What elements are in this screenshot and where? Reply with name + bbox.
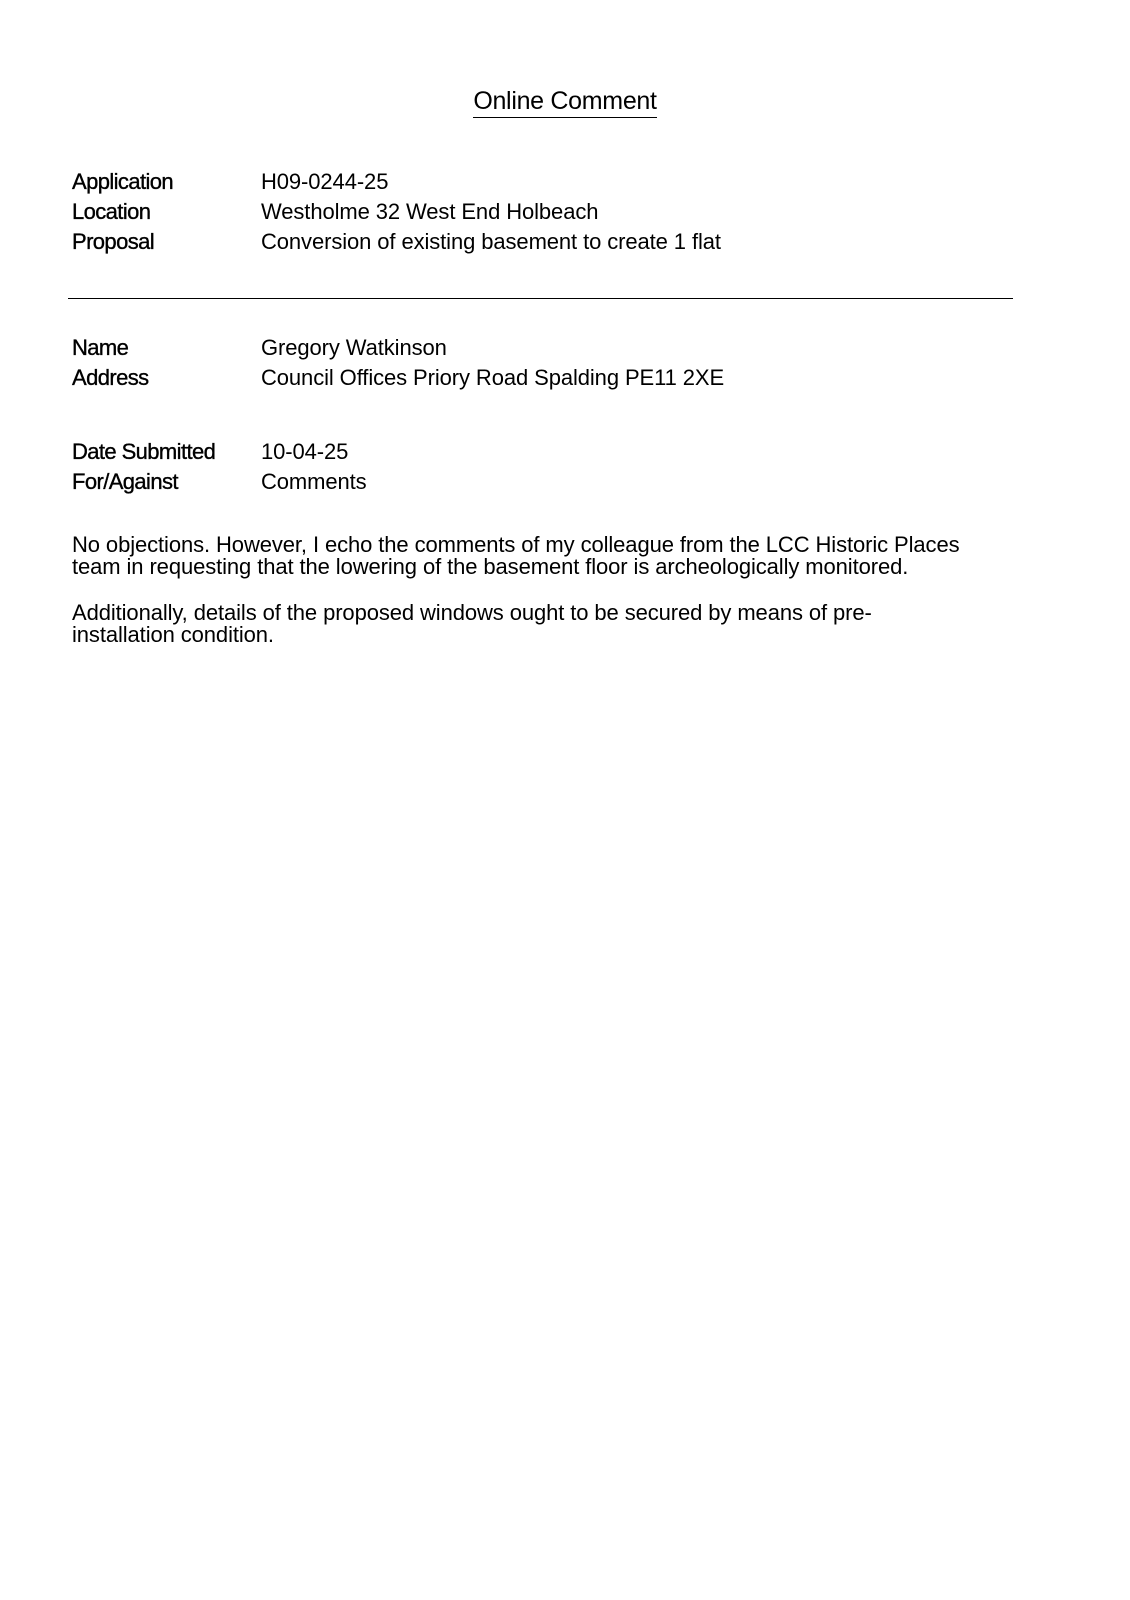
- name-row: [72, 333, 1032, 363]
- location-label: Location: [72, 199, 151, 224]
- address-label: Address: [72, 365, 149, 390]
- proposal-label: Proposal: [72, 229, 155, 254]
- comment-paragraph-1: [72, 534, 1032, 578]
- application-details: [72, 167, 1032, 257]
- date-submitted-label: Date Submitted: [72, 439, 216, 464]
- section-divider: [68, 298, 1013, 299]
- address-row: [72, 363, 1032, 393]
- for-against-label: For/Against: [72, 469, 178, 494]
- contact-details: [72, 333, 1032, 393]
- submission-details: [72, 437, 1032, 497]
- location-row: [72, 197, 1032, 227]
- proposal-value: Conversion of existing basement to create 1 flat: [261, 229, 721, 254]
- comment-paragraph-1-line-1: No objections. However, I echo the comments of my colleague from the LCC Historic Places: [72, 532, 960, 557]
- name-value: Gregory Watkinson: [261, 335, 447, 360]
- proposal-row: [72, 227, 1032, 257]
- for-against-value: Comments: [261, 469, 367, 494]
- comment-paragraph-1-line-2: team in requesting that the lowering of the basement floor is archeologically monitored.: [72, 554, 909, 579]
- application-label: Application: [72, 169, 174, 194]
- address-value: Council Offices Priory Road Spalding PE11 2XE: [261, 365, 725, 390]
- application-row: [72, 167, 1032, 197]
- comment-paragraph-2-line-2: installation condition.: [72, 622, 274, 647]
- location-value: Westholme 32 West End Holbeach: [261, 199, 599, 224]
- comment-paragraph-2: [72, 602, 1032, 646]
- application-value: H09-0244-25: [261, 169, 389, 194]
- document-title: [0, 86, 1130, 118]
- document-title-text: Online Comment: [473, 86, 656, 118]
- date-submitted-row: [72, 437, 1032, 467]
- for-against-row: [72, 467, 1032, 497]
- comment-paragraph-2-line-1: Additionally, details of the proposed windows ought to be secured by means of pre-: [72, 600, 872, 625]
- name-label: Name: [72, 335, 129, 360]
- date-submitted-value: 10-04-25: [261, 439, 349, 464]
